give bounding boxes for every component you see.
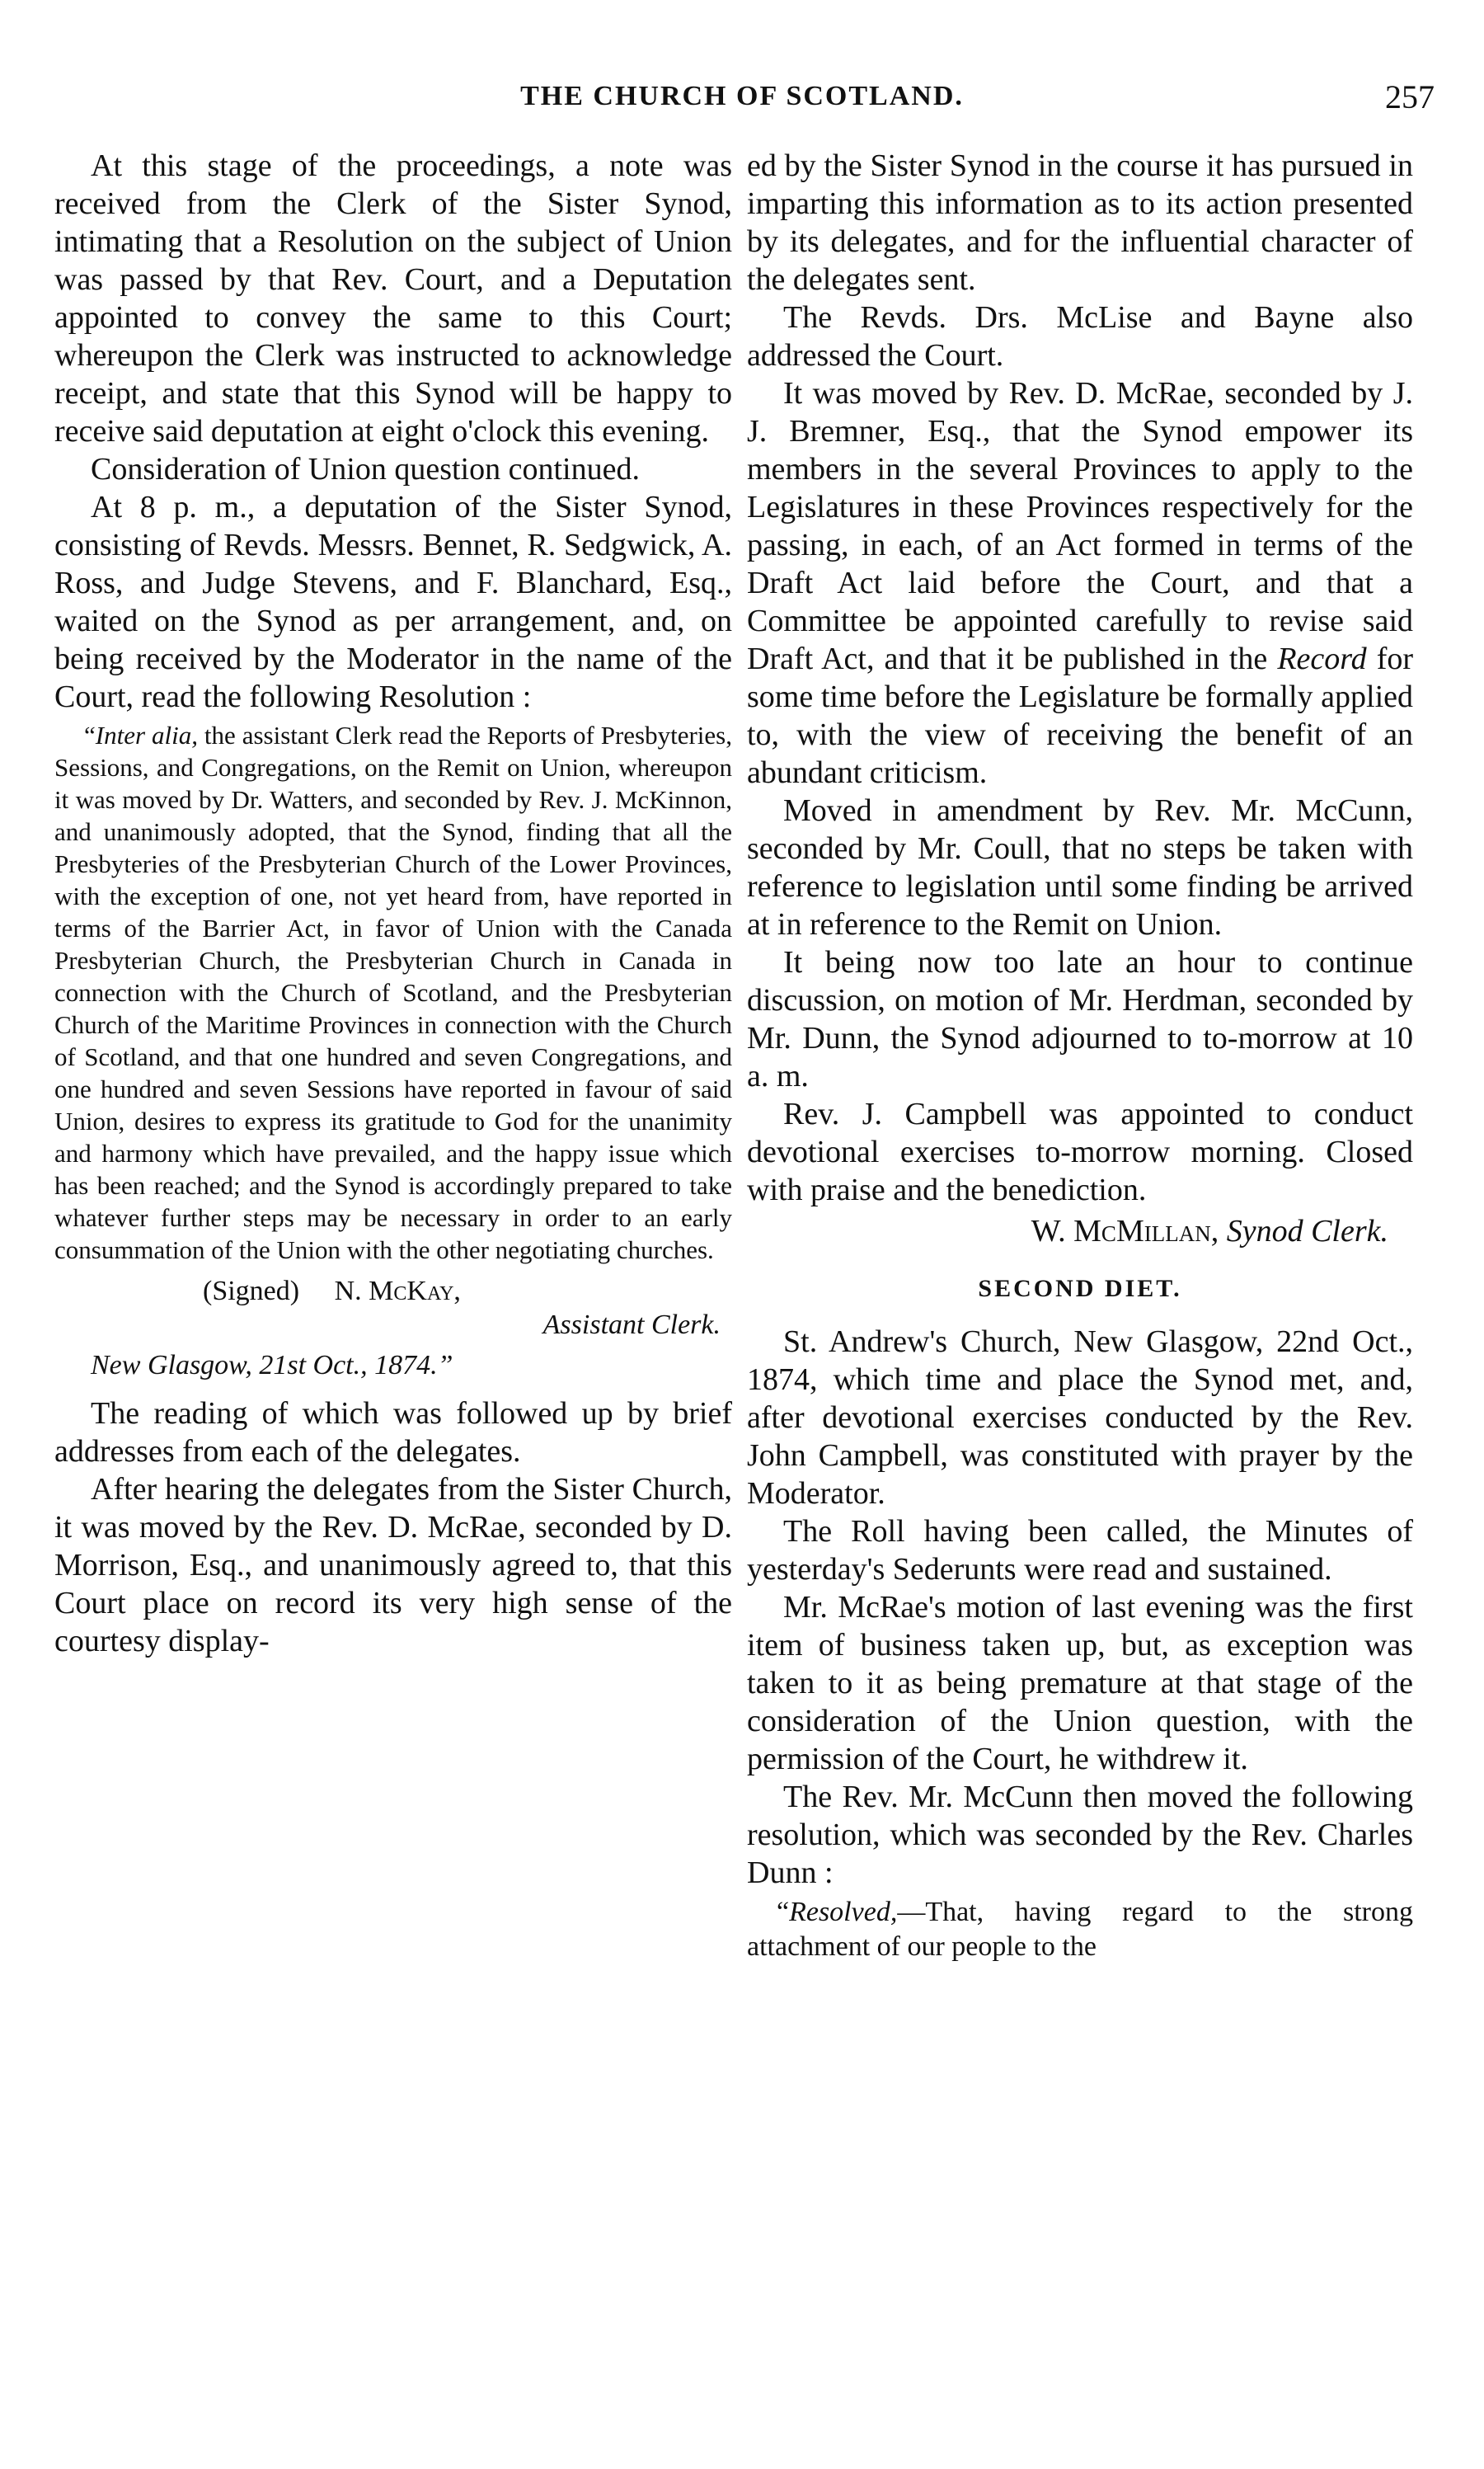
signed-place-date: New Glasgow, 21st Oct., 1874.” xyxy=(91,1350,453,1380)
right-column xyxy=(747,147,1413,1964)
page-number: 257 xyxy=(1385,78,1435,115)
page-header xyxy=(49,78,1435,130)
resolution-quote xyxy=(747,1895,1413,1964)
quote-body: the assistant Clerk read the Reports of Presbyteries, Sessions, and Congregations, on the Remit on Union, whereupon it was moved by Dr. Watters, and seconded by Rev. J. McKinnon, and unanimously adopted, that the Synod, finding that all the Presbyteries of the Presbyterian Church of the Lower Provinces, with the exception of one, not yet heard from, have reported in terms of the Barrier Act, in favor of Union with the Canada Presbyterian Church, the Presbyterian Church in Canada in connection with the Church of Scotland, and the Presbyterian Church of the Maritime Provinces in connection with the Church of Scotland, and that one hundred and seven Congregations, and one hundred and seven Sessions have reported in favour of said Union, desires to express its gratitude to God for the unanimity and harmony which have prevailed, and the happy issue which has been reached; and the Synod is accordingly prepared to take whatever further steps may be necessary in order to an early consummation of the Union with the other negotiating churches. xyxy=(54,721,732,1264)
signature-role: Synod Clerk. xyxy=(1226,1214,1388,1249)
signed-label: (Signed) xyxy=(203,1276,300,1306)
paragraph-continued-courtesy: ed by the Sister Synod in the course it has pursued in imparting this information as to its action presented by its delegates, and for the influential character of the delegates sent. xyxy=(747,148,1413,297)
paragraph-mccunn-moved: The Rev. Mr. McCunn then moved the following resolution, which was seconded by the Rev. Charles Dunn : xyxy=(747,1780,1413,1890)
paragraph-deputation-arrival: At 8 p. m., a deputation of the Sister Synod, consisting of Revds. Messrs. Bennet, R. Sedgwick, A. Ross, and Judge Stevens, and F. Blanchard, Esq., waited on the Synod as per arrangement, and, on being received by the Moderator in the name of the Court, read the following Resolution : xyxy=(54,490,732,714)
paragraph-legislation-motion xyxy=(747,374,1413,792)
paragraph-note-received: At this stage of the proceedings, a note was received from the Clerk of the Sister Synod, intimating that a Resolution on the subject of Union was passed by that Rev. Court, and a Deputation appointed to convey the same to this Court; whereupon the Clerk was instructed to acknowledge receipt, and state that this Synod will be happy to receive said deputation at eight o'clock this evening. xyxy=(54,148,732,449)
paragraph-amendment: Moved in amendment by Rev. Mr. McCunn, seconded by Mr. Coull, that no steps be taken with reference to legislation until some finding be arrived at in reference to the Remit on Union. xyxy=(747,793,1413,942)
resolution-body: —That, having regard to the strong attachment of our people to the xyxy=(747,1897,1413,1962)
paragraph-second-diet-opening: St. Andrew's Church, New Glasgow, 22nd Oct., 1874, which time and place the Synod met, and, after devotional exercises conducted by the Rev. John Campbell, was constituted with prayer by the Moderator. xyxy=(747,1324,1413,1511)
paragraph-motion-withdrawn: Mr. McRae's motion of last evening was the first item of business taken up, but, as exception was taken to it as being premature at that stage of the consideration of the Union question, with the permission of the Court, he withdrew it. xyxy=(747,1590,1413,1776)
record-title: Record xyxy=(1277,642,1367,676)
resolved-word: Resolved, xyxy=(789,1897,898,1927)
quote-open-mark: “ xyxy=(84,721,96,750)
signed-name-rest: cKay, xyxy=(393,1276,461,1306)
quote-inter-alia: Inter alia, xyxy=(95,721,198,750)
signed-role: Assistant Clerk. xyxy=(542,1310,721,1340)
signed-name-initial: N. M xyxy=(334,1276,394,1306)
paragraph-adjourned: It being now too late an hour to continue discussion, on motion of Mr. Herdman, seconded by Mr. Dunn, the Synod adjourned to to-morrow at 10 a. m. xyxy=(747,945,1413,1093)
quoted-resolution xyxy=(54,719,732,1266)
signature-name: W. McMillan, xyxy=(1031,1214,1219,1249)
paragraph-roll-called: The Roll having been called, the Minutes of yesterday's Sederunts were read and sustained. xyxy=(747,1514,1413,1587)
synod-clerk-signature xyxy=(747,1212,1413,1250)
signed-line xyxy=(54,1274,732,1309)
resolution-open-mark: “ xyxy=(777,1897,790,1927)
paragraph-drs-addressed: The Revds. Drs. McLise and Bayne also addressed the Court. xyxy=(747,300,1413,373)
paragraph-devotional: Rev. J. Campbell was appointed to conduct devotional exercises to-morrow morning. Closed with praise and the benediction. xyxy=(747,1097,1413,1207)
paragraph-consideration-continued: Consideration of Union question continued. xyxy=(91,452,640,487)
left-column xyxy=(54,147,732,1660)
paragraph-reading-followed: The reading of which was followed up by brief addresses from each of the delegates. xyxy=(54,1396,732,1469)
section-heading: SECOND DIET. xyxy=(978,1275,1182,1302)
paragraph-after-hearing: After hearing the delegates from the Sister Church, it was moved by the Rev. D. McRae, seconded by D. Morrison, Esq., and unanimously agreed to, that this Court place on record its very high sense of the courtesy display- xyxy=(54,1472,732,1658)
motion-text-end: for some time before the Legislature be formally applied to, with the view of receiving the benefit of an abundant criticism. xyxy=(747,642,1413,790)
motion-text-start: It was moved by Rev. D. McRae, seconded by J. J. Bremner, Esq., that the Synod empower its members in the several Provinces to apply to the Legislatures in these Provinces respectively for the passing, in each, of an Act formed in terms of the Draft Act laid before the Court, and that a Committee be appointed carefully to revise said Draft Act, and that it be published in the xyxy=(747,376,1413,676)
running-title: THE CHURCH OF SCOTLAND. xyxy=(520,81,964,111)
